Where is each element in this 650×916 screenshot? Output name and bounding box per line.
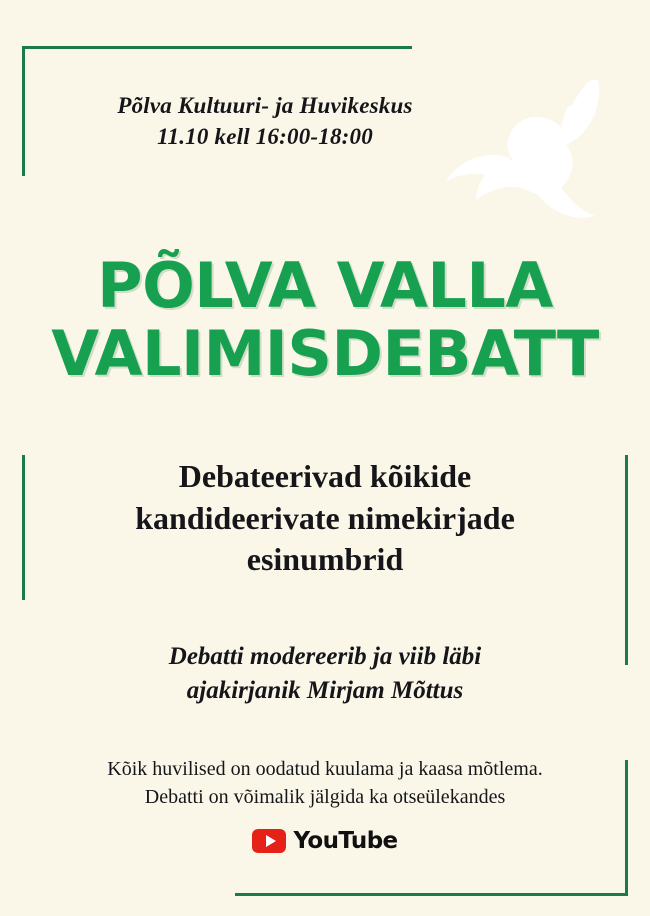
subtitle-line-3: esinumbrid: [246, 541, 404, 578]
subtitle-line-1: Debateerivad kõikide: [178, 458, 472, 494]
page-title-line-1: PÕLVA VALLA: [97, 249, 553, 322]
venue-name: Põlva Kultuuri- ja Huvikeskus: [117, 93, 413, 118]
venue-header: [0, 90, 650, 152]
moderator-info: [0, 640, 650, 708]
subtitle-line-2: kandideerivate nimekirjade: [135, 499, 515, 536]
page-title-line-2: VALIMISDEBATT: [51, 317, 599, 391]
frame-line-bottom: [235, 893, 627, 896]
subtitle: [0, 456, 650, 581]
footer-line-2: Debatti on võimalik jälgida ka otseülekandes: [144, 786, 506, 808]
footer-note: [0, 755, 650, 811]
youtube-play-icon: [252, 829, 286, 853]
event-datetime: 11.10 kell 16:00-18:00: [157, 124, 373, 150]
moderator-line-1: Debatti modereerib ja viib läbi: [168, 643, 482, 670]
footer-line-1: Kõik huvilised on oodatud kuulama ja kaasa mõtlema.: [107, 758, 543, 780]
moderator-line-2: ajakirjanik Mirjam Mõttus: [186, 676, 464, 704]
youtube-logo[interactable]: [0, 828, 650, 854]
page-title: [0, 249, 650, 391]
frame-line-top: [22, 46, 412, 49]
youtube-label: YouTube: [293, 828, 398, 854]
